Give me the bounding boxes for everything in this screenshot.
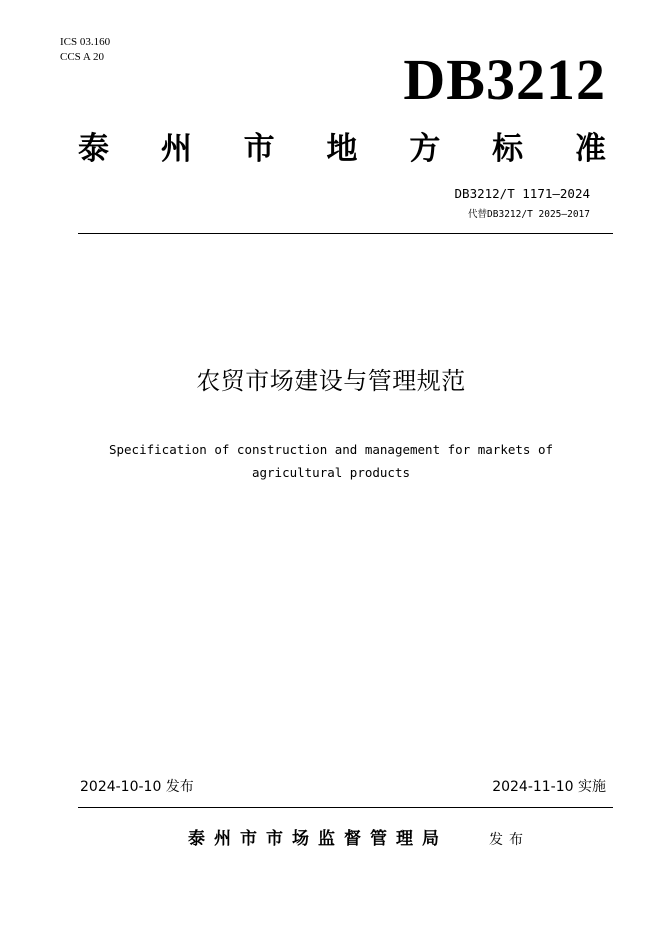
- standard-type-char: 标: [492, 131, 524, 167]
- ics-code: ICS 03.160: [60, 36, 111, 48]
- standard-type-char: 泰: [78, 131, 109, 167]
- classification-codes: [60, 35, 110, 65]
- title-english-line-1: Specification of construction and management for markets of: [108, 442, 553, 457]
- implementation-date: 2024-11-10 实施: [492, 779, 606, 795]
- standard-type-char: 市: [243, 131, 275, 167]
- issued-label: 发布: [489, 832, 529, 848]
- title-english-line-2: agricultural products: [251, 465, 411, 480]
- standard-type-char: 地: [326, 131, 358, 167]
- replaces-standard: 代替DB3212/T 2025—2017: [468, 209, 590, 220]
- top-divider: [78, 233, 613, 234]
- ccs-code: CCS A 20: [60, 51, 105, 63]
- standard-number: DB3212/T 1171—2024: [454, 186, 590, 201]
- bottom-divider: [78, 807, 613, 808]
- title-chinese: 农贸市场建设与管理规范: [196, 367, 466, 395]
- standard-type-heading: [78, 129, 606, 169]
- standard-type-char: 准: [574, 131, 606, 167]
- standard-type-char: 州: [160, 131, 192, 167]
- standard-type-char: 方: [409, 131, 441, 167]
- db-logo: DB3212: [403, 47, 606, 112]
- issuing-authority: 泰州市市场监督管理局: [188, 829, 448, 849]
- title-english: [90, 438, 572, 484]
- issue-date: 2024-10-10 发布: [80, 779, 194, 795]
